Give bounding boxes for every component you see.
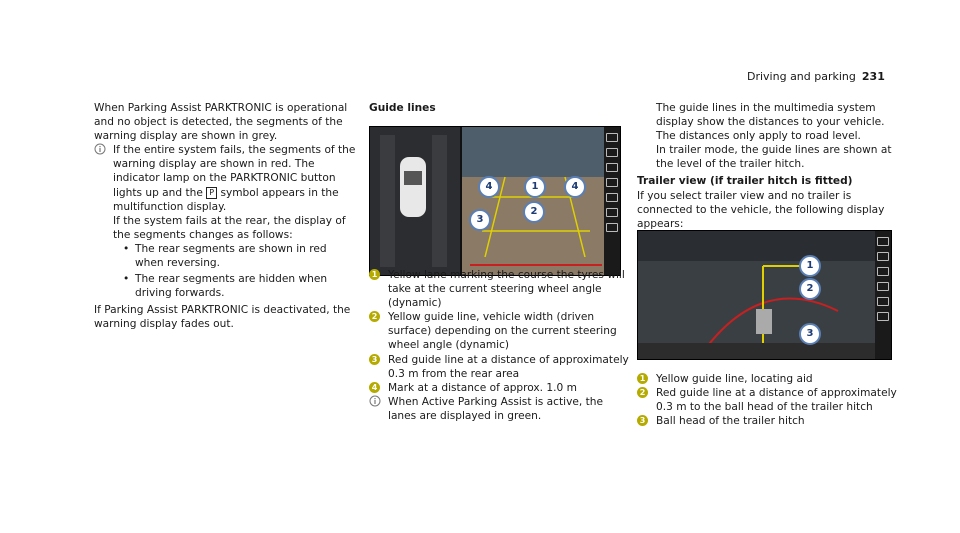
note-text: symbol appears in the multifunction display.: [113, 186, 339, 213]
column-3: [637, 101, 899, 231]
toolbar-icon: [606, 178, 618, 187]
page-header: [747, 70, 885, 83]
parktronic-symbol: P: [206, 187, 217, 199]
list-item: • The rear segments are shown in red when reversing.: [123, 242, 356, 270]
callout-2: 2: [799, 278, 821, 300]
legend-item: 3 Red guide line at a distance of approximately 0.3 m from the rear area: [369, 353, 631, 381]
toolbar-icon: [606, 208, 618, 217]
toolbar-icon: [606, 148, 618, 157]
section-title: Driving and parking: [747, 70, 856, 83]
paragraph: If you select trailer view and no trailer is connected to the vehicle, the following display appears:: [637, 189, 885, 230]
list-item: • The rear segments are hidden when driving forwards.: [123, 272, 356, 300]
column-2: [369, 101, 631, 115]
toolbar-icon: [877, 237, 889, 246]
paragraph: If Parking Assist PARKTRONIC is deactivated, the warning display fades out.: [94, 304, 351, 331]
trailer-view-camera-image: [637, 230, 892, 360]
side-toolbar: [875, 231, 891, 359]
toolbar-icon: [606, 163, 618, 172]
paragraph: In trailer mode, the guide lines are shown at the level of the trailer hitch.: [656, 144, 892, 171]
section-heading: Trailer view (if trailer hitch is fitted): [637, 175, 853, 188]
toolbar-icon: [877, 312, 889, 321]
note-text: When Active Parking Assist is active, the lanes are displayed in green.: [388, 395, 603, 422]
note-text: If the entire system fails, the segments of the warning display are shown in red. The indicator lamp on the PARKTRONIC button lights up and the: [113, 144, 356, 199]
guide-lines-legend: [369, 268, 631, 423]
info-icon: [369, 395, 381, 411]
callout-1: 1: [524, 176, 546, 198]
section-heading: Guide lines: [369, 102, 436, 114]
legend-item: 1 Yellow guide line, locating aid: [637, 372, 899, 386]
info-note: [369, 395, 631, 423]
toolbar-icon: [877, 267, 889, 276]
toolbar-icon: [877, 252, 889, 261]
callout-3: 3: [469, 209, 491, 231]
callout-3: 3: [799, 323, 821, 345]
paragraph: The guide lines in the multimedia system display show the distances to your vehicle. The distances only apply to road level.: [656, 102, 885, 143]
info-note: [94, 143, 356, 300]
callout-4: 4: [478, 176, 500, 198]
page-number: 231: [861, 70, 885, 83]
callout-1: 1: [799, 255, 821, 277]
legend-item: 2 Red guide line at a distance of approximately 0.3 m to the ball head of the trailer hitch: [637, 386, 899, 414]
column-1: [94, 101, 356, 332]
legend-item: 3 Ball head of the trailer hitch: [637, 414, 899, 428]
legend-item: 1 Yellow lane marking the course the tyres will take at the current steering wheel angle (dynamic): [369, 268, 631, 310]
toolbar-icon: [606, 223, 618, 232]
toolbar-icon: [877, 282, 889, 291]
guide-lines-camera-image: [369, 126, 621, 276]
trailer-view-legend: [637, 372, 899, 428]
toolbar-icon: [606, 193, 618, 202]
legend-item: 2 Yellow guide line, vehicle width (driven surface) depending on the current steering wheel angle (dynamic): [369, 310, 631, 352]
toolbar-icon: [877, 297, 889, 306]
legend-item: 4 Mark at a distance of approx. 1.0 m: [369, 381, 631, 395]
callout-2: 2: [523, 201, 545, 223]
note-text: If the system fails at the rear, the display of the segments changes as follows:: [113, 214, 346, 241]
paragraph: When Parking Assist PARKTRONIC is operational and no object is detected, the segments of the warning display are shown in grey.: [94, 102, 348, 143]
callout-4: 4: [564, 176, 586, 198]
toolbar-icon: [606, 133, 618, 142]
side-toolbar: [604, 127, 620, 275]
info-icon: [94, 143, 106, 159]
